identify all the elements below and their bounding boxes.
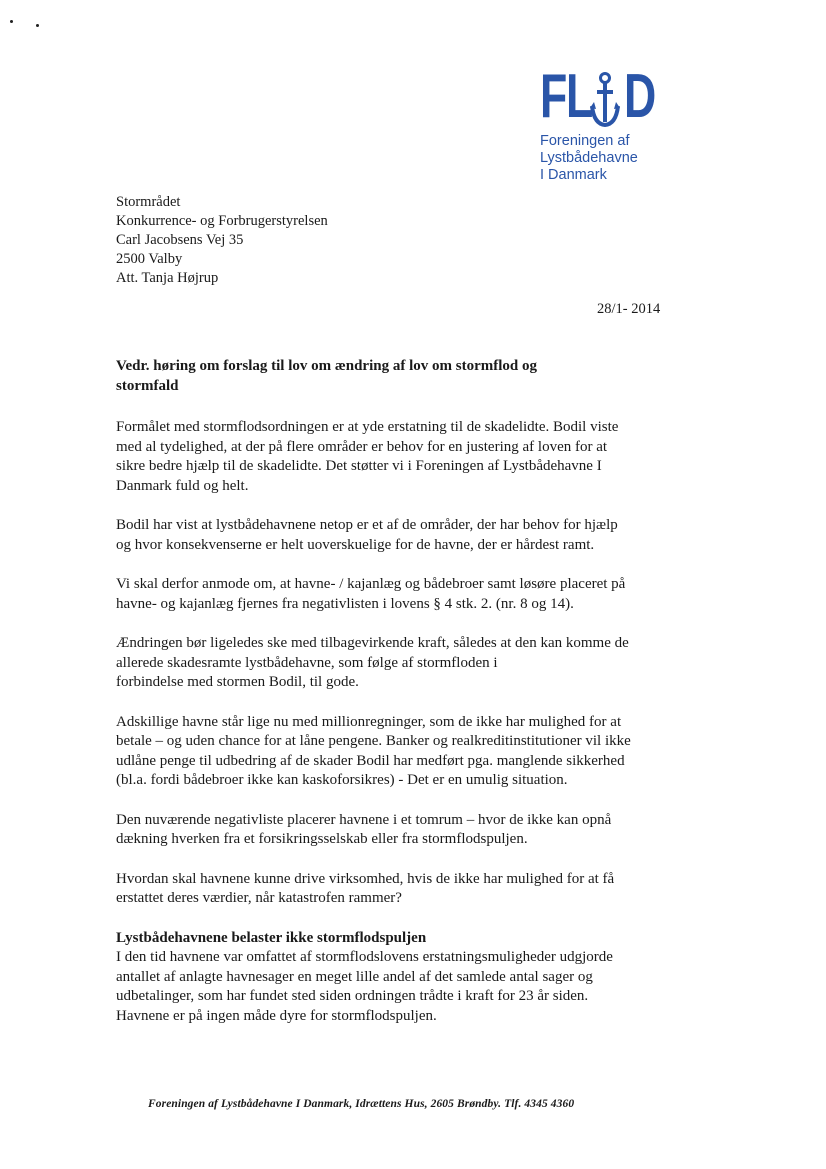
address-line: Carl Jacobsens Vej 35: [116, 232, 244, 248]
paragraph-line: erstattet deres værdier, når katastrofen rammer?: [116, 890, 402, 906]
logo-mark: F L D: [540, 62, 655, 131]
address-line: Att. Tanja Højrup: [116, 270, 219, 286]
address-line: Konkurrence- og Forbrugerstyrelsen: [116, 213, 328, 229]
letter-body: [116, 357, 676, 1026]
organization-logo: [540, 62, 680, 184]
subject-line: Vedr. høring om forslag til lov om ændring af lov om stormflod og: [116, 358, 537, 374]
paragraph-line: udlåne penge til udbedring af de skader Bodil har medført pga. manglende sikkerhed: [116, 752, 625, 769]
address-line: 2500 Valby: [116, 251, 183, 267]
paragraph-line: Formålet med stormflodsordningen er at yde erstatning til de skadelidte. Bodil viste: [116, 419, 619, 435]
logo-text-line: Lystbådehavne: [540, 150, 638, 166]
body-paragraph: [116, 870, 676, 909]
paragraph-line: antallet af anlagte havnesager en meget lille andel af det samlede antal sager og: [116, 968, 593, 985]
recipient-address: [116, 193, 328, 288]
paragraph-line: betale – og uden chance for at låne pengene. Banker og realkreditinstitutioner vil ikke: [116, 733, 631, 749]
paragraph-line: I den tid havnene var omfattet af stormflodslovens erstatningsmuligheder udgjorde: [116, 949, 613, 965]
anchor-icon: [590, 72, 620, 128]
paragraph-line: (bl.a. fordi bådebroer ikke kan kaskoforsikres) - Det er en umulig situation.: [116, 772, 568, 788]
paragraph-line: Hvordan skal havnene kunne drive virksomhed, hvis de ikke har mulighed for at få: [116, 870, 615, 887]
paragraph-line: med al tydelighed, at der på flere områder er behov for en justering af loven for at: [116, 438, 608, 455]
body-paragraph: [116, 516, 676, 555]
logo-text-line: I Danmark: [540, 167, 607, 183]
scan-specks: [8, 18, 48, 28]
section-paragraph: [116, 948, 676, 1026]
section-heading: Lystbådehavnene belaster ikke stormflodspuljen: [116, 929, 427, 946]
body-paragraph: [116, 713, 676, 791]
subject-line: stormfald: [116, 377, 179, 394]
paragraph-line: Adskillige havne står lige nu med millionregninger, som de ikke har mulighed for at: [116, 713, 622, 730]
paragraph-line: Bodil har vist at lystbådehavnene netop er et af de områder, der har behov for hjælp: [116, 517, 618, 533]
letter-paragraphs: [116, 418, 676, 909]
body-paragraph: [116, 634, 676, 693]
address-line: Stormrådet: [116, 194, 181, 210]
paragraph-line: dækning hverken fra et forsikringsselskab eller fra stormflodspuljen.: [116, 831, 528, 847]
paragraph-line: Havnene er på ingen måde dyre for stormflodspuljen.: [116, 1007, 437, 1024]
logo-text-line: Foreningen af: [540, 133, 630, 149]
body-paragraph: [116, 811, 676, 850]
letter-date: 28/1- 2014: [597, 301, 661, 317]
letter-footer: Foreningen af Lystbådehavne I Danmark, Idrættens Hus, 2605 Brøndby. Tlf. 4345 4360: [148, 1098, 575, 1110]
paragraph-line: allerede skadesramte lystbådehavne, som følge af stormfloden i: [116, 654, 498, 671]
paragraph-line: Den nuværende negativliste placerer havnene i et tomrum – hvor de ikke kan opnå: [116, 811, 612, 828]
body-paragraph: [116, 575, 676, 614]
paragraph-line: forbindelse med stormen Bodil, til gode.: [116, 674, 359, 690]
logo-text: [540, 133, 680, 184]
body-paragraph: [116, 418, 676, 496]
paragraph-line: Danmark fuld og helt.: [116, 477, 249, 494]
paragraph-line: Vi skal derfor anmode om, at havne- / kajanlæg og bådebroer samt løsøre placeret på: [116, 576, 626, 592]
letter-subject: [116, 357, 676, 396]
paragraph-line: sikre bedre hjælp til de skadelidte. Det støtter vi i Foreningen af Lystbådehavne I: [116, 458, 602, 474]
paragraph-line: havne- og kajanlæg fjernes fra negativlisten i lovens § 4 stk. 2. (nr. 8 og 14).: [116, 595, 574, 612]
paragraph-line: og hvor konsekvenserne er helt uoverskuelige for de havne, der er hårdest ramt.: [116, 536, 595, 553]
paragraph-line: Ændringen bør ligeledes ske med tilbagevirkende kraft, således at den kan komme de: [116, 635, 629, 651]
paragraph-line: udbetalinger, som har fundet sted siden ordningen trådte i kraft for 23 år siden.: [116, 988, 589, 1004]
